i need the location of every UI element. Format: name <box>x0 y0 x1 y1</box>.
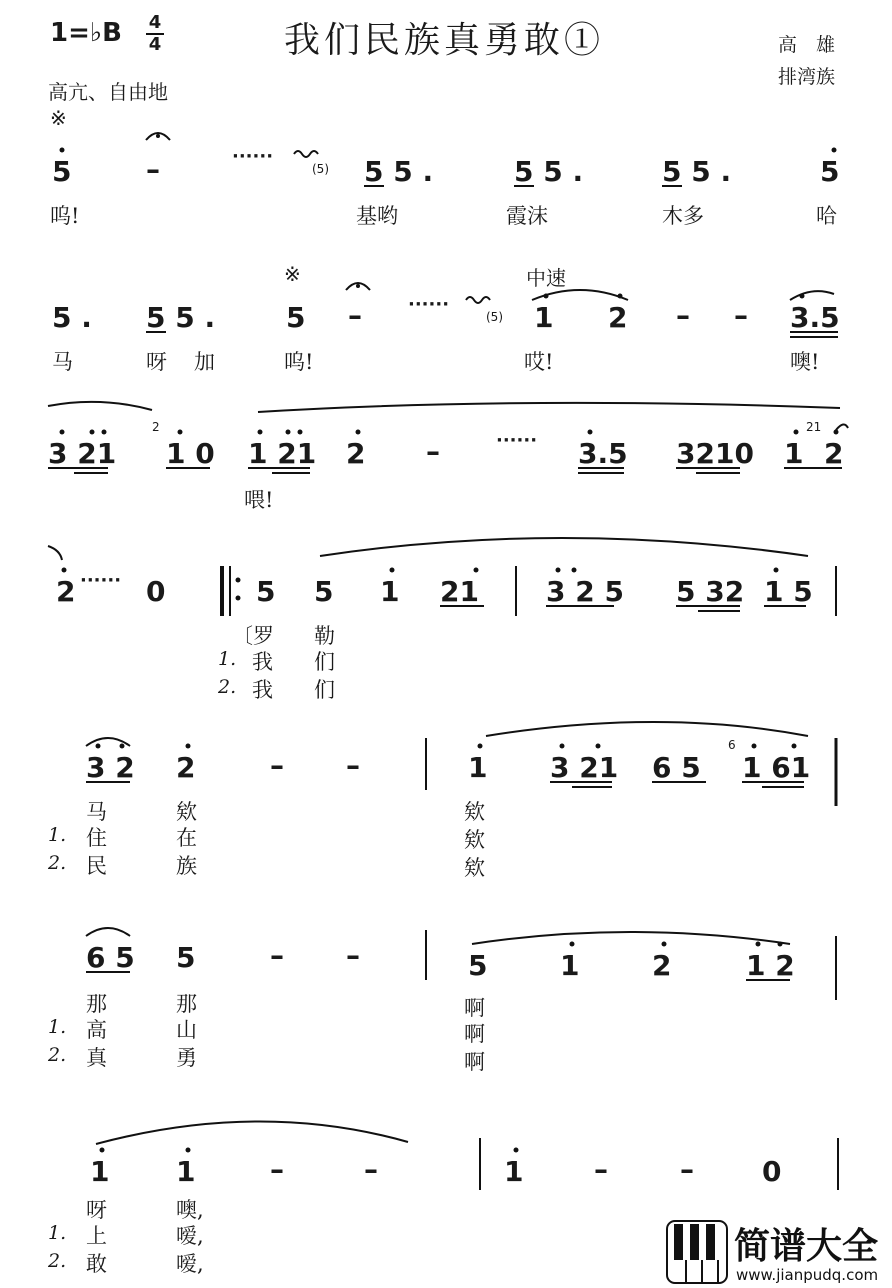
lyric: 敢 <box>86 1252 107 1276</box>
octave-dots <box>60 134 839 1153</box>
note: 1 <box>176 1155 196 1188</box>
slur <box>320 538 808 556</box>
note: 1 21 <box>248 437 317 470</box>
verse-number: 2. <box>48 1250 67 1272</box>
slur <box>472 932 790 944</box>
note: 1 <box>504 1155 524 1188</box>
note-dash: – <box>426 435 440 468</box>
note: 2 <box>176 751 196 784</box>
note: 5 5 . <box>146 301 216 334</box>
note-dots: ······ <box>408 294 450 315</box>
note: 5 5 . <box>662 155 732 188</box>
lyric: 山 <box>176 1018 197 1042</box>
slur <box>96 1121 408 1144</box>
lyric: 马 <box>52 350 73 374</box>
lyric: 噢! <box>790 350 820 374</box>
verse-number: 1. <box>48 1222 67 1244</box>
note-parenthetical: (5) <box>486 310 503 324</box>
note: 2 <box>346 437 366 470</box>
lyric: 欸 <box>464 800 485 824</box>
lyric: 呜! <box>284 350 314 374</box>
lyric: 嗳, <box>176 1224 204 1248</box>
slur <box>86 928 130 936</box>
verse-number: 2. <box>48 852 67 874</box>
lyric: 欸 <box>176 800 197 824</box>
note-dash: – <box>346 939 360 972</box>
note: 5 <box>468 949 488 982</box>
lyric: 欸 <box>464 828 485 852</box>
slur <box>486 722 808 736</box>
note: 2 <box>56 575 76 608</box>
note-dash: – <box>270 1153 284 1186</box>
key-signature: 1=♭B <box>50 18 122 48</box>
note-dash: – <box>364 1153 378 1186</box>
lyric: 哈 <box>816 204 837 228</box>
lyric: 我 <box>252 678 273 702</box>
note: 0 <box>146 575 166 608</box>
lyric: 我 <box>252 650 273 674</box>
note: 5 <box>286 301 306 334</box>
grace-note: 2 <box>152 420 160 434</box>
note: 1 <box>380 575 400 608</box>
verse-number: 1. <box>48 824 67 846</box>
note: 3210 <box>676 437 754 470</box>
note-dash: – <box>680 1153 694 1186</box>
note: 5 <box>314 575 334 608</box>
slur <box>790 291 834 300</box>
note-dash: – <box>348 299 362 332</box>
lyric: 住 <box>86 826 107 850</box>
lyric: 加 <box>194 350 215 374</box>
watermark-logo <box>666 1218 892 1288</box>
lyric: 勇 <box>176 1046 197 1070</box>
note: 1 <box>784 437 804 470</box>
tempo-marking: 高亢、自由地 <box>48 80 168 104</box>
note-parenthetical: (5) <box>312 162 329 176</box>
segno-mark: ※ <box>284 262 301 286</box>
slur <box>48 546 62 560</box>
lyric: 啊 <box>464 996 485 1020</box>
note: 3 2 <box>86 751 135 784</box>
lyric: 基哟 <box>356 204 398 228</box>
note-dots: ······ <box>496 430 538 451</box>
note-dash: – <box>270 939 284 972</box>
song-title: 我们民族真勇敢① <box>284 20 605 61</box>
lyric: 呀 <box>146 350 167 374</box>
lyric: 高 <box>86 1018 107 1042</box>
note: 1 <box>90 1155 110 1188</box>
wavy-line <box>466 297 490 303</box>
note-dots: ······ <box>232 146 274 167</box>
note: 2 <box>824 437 844 470</box>
lyric: 族 <box>176 854 197 878</box>
lyric: 民 <box>86 854 107 878</box>
note: 0 <box>762 1155 782 1188</box>
note: 5 <box>256 575 276 608</box>
note: 5 . <box>52 301 92 334</box>
lyric: 马 <box>86 800 107 824</box>
note: 5 32 <box>676 575 745 608</box>
lyric: 呜! <box>50 204 80 228</box>
note: 1 <box>534 301 554 334</box>
lyric: 那 <box>176 992 197 1016</box>
lyric: 啊 <box>464 1050 485 1074</box>
lyric: 噢, <box>176 1198 204 1222</box>
note-dots: ······ <box>80 570 122 591</box>
grace-note: 6 <box>728 738 736 752</box>
lyric: 勒 <box>314 624 335 648</box>
lyric: 木多 <box>662 204 704 228</box>
tempo-change: 中速 <box>526 266 566 290</box>
piano-keys-icon <box>666 1220 730 1286</box>
note: 3 21 <box>48 437 117 470</box>
time-signature-top: 4 <box>148 12 162 33</box>
note: 2 <box>608 301 628 334</box>
note-dash: – <box>146 153 160 186</box>
note: 1 <box>560 949 580 982</box>
note: 5 5 . <box>514 155 584 188</box>
note: 5 <box>176 941 196 974</box>
note: 3 21 <box>550 751 619 784</box>
watermark-url: www.jianpudq.com <box>736 1266 879 1284</box>
verse-number: 1. <box>218 648 237 670</box>
note: 2 <box>652 949 672 982</box>
note: 3 2 5 <box>546 575 624 608</box>
verse-number: 1. <box>48 1016 67 1038</box>
lyric: 上 <box>86 1224 107 1248</box>
lyric: 哎! <box>524 350 554 374</box>
author-ethnicity: 排湾族 <box>778 66 836 88</box>
author-name: 高 雄 <box>778 34 836 56</box>
lyric: 那 <box>86 992 107 1016</box>
note: 6 5 <box>86 941 135 974</box>
note-dash: – <box>676 299 690 332</box>
lyric: 〔罗 <box>232 624 274 648</box>
note: 21 <box>440 575 479 608</box>
note: 1 5 <box>764 575 813 608</box>
note: 1 2 <box>746 949 795 982</box>
note: 1 0 <box>166 437 215 470</box>
watermark-brand: 简谱大全 <box>734 1226 879 1267</box>
slur <box>48 402 152 410</box>
note: 1 61 <box>742 751 811 784</box>
note-dash: – <box>594 1153 608 1186</box>
lyric: 喂! <box>244 488 274 512</box>
slur <box>836 424 848 430</box>
lyric: 欸 <box>464 856 485 880</box>
segno-mark: ※ <box>50 106 67 130</box>
note: 3.5 <box>790 301 840 334</box>
lyric: 啊 <box>464 1022 485 1046</box>
lyric: 呀 <box>86 1198 107 1222</box>
verse-number: 2. <box>218 676 237 698</box>
lyric: 们 <box>314 650 335 674</box>
lyric: 嗳, <box>176 1252 204 1276</box>
note: 5 5 . <box>364 155 434 188</box>
verse-number: 2. <box>48 1044 67 1066</box>
lyric: 们 <box>314 678 335 702</box>
note: 1 <box>468 751 488 784</box>
note: 5 <box>820 155 840 188</box>
lyric: 霞沫 <box>506 204 548 228</box>
grace-note: 21 <box>806 420 822 434</box>
wavy-line <box>294 151 318 157</box>
lyric: 在 <box>176 826 197 850</box>
note: 6 5 <box>652 751 701 784</box>
slur <box>258 403 840 412</box>
time-signature-bottom: 4 <box>148 34 162 55</box>
note: 5 <box>52 155 72 188</box>
note-dash: – <box>346 749 360 782</box>
note: 3.5 <box>578 437 628 470</box>
lyric: 真 <box>86 1046 107 1070</box>
note-dash: – <box>734 299 748 332</box>
note-dash: – <box>270 749 284 782</box>
